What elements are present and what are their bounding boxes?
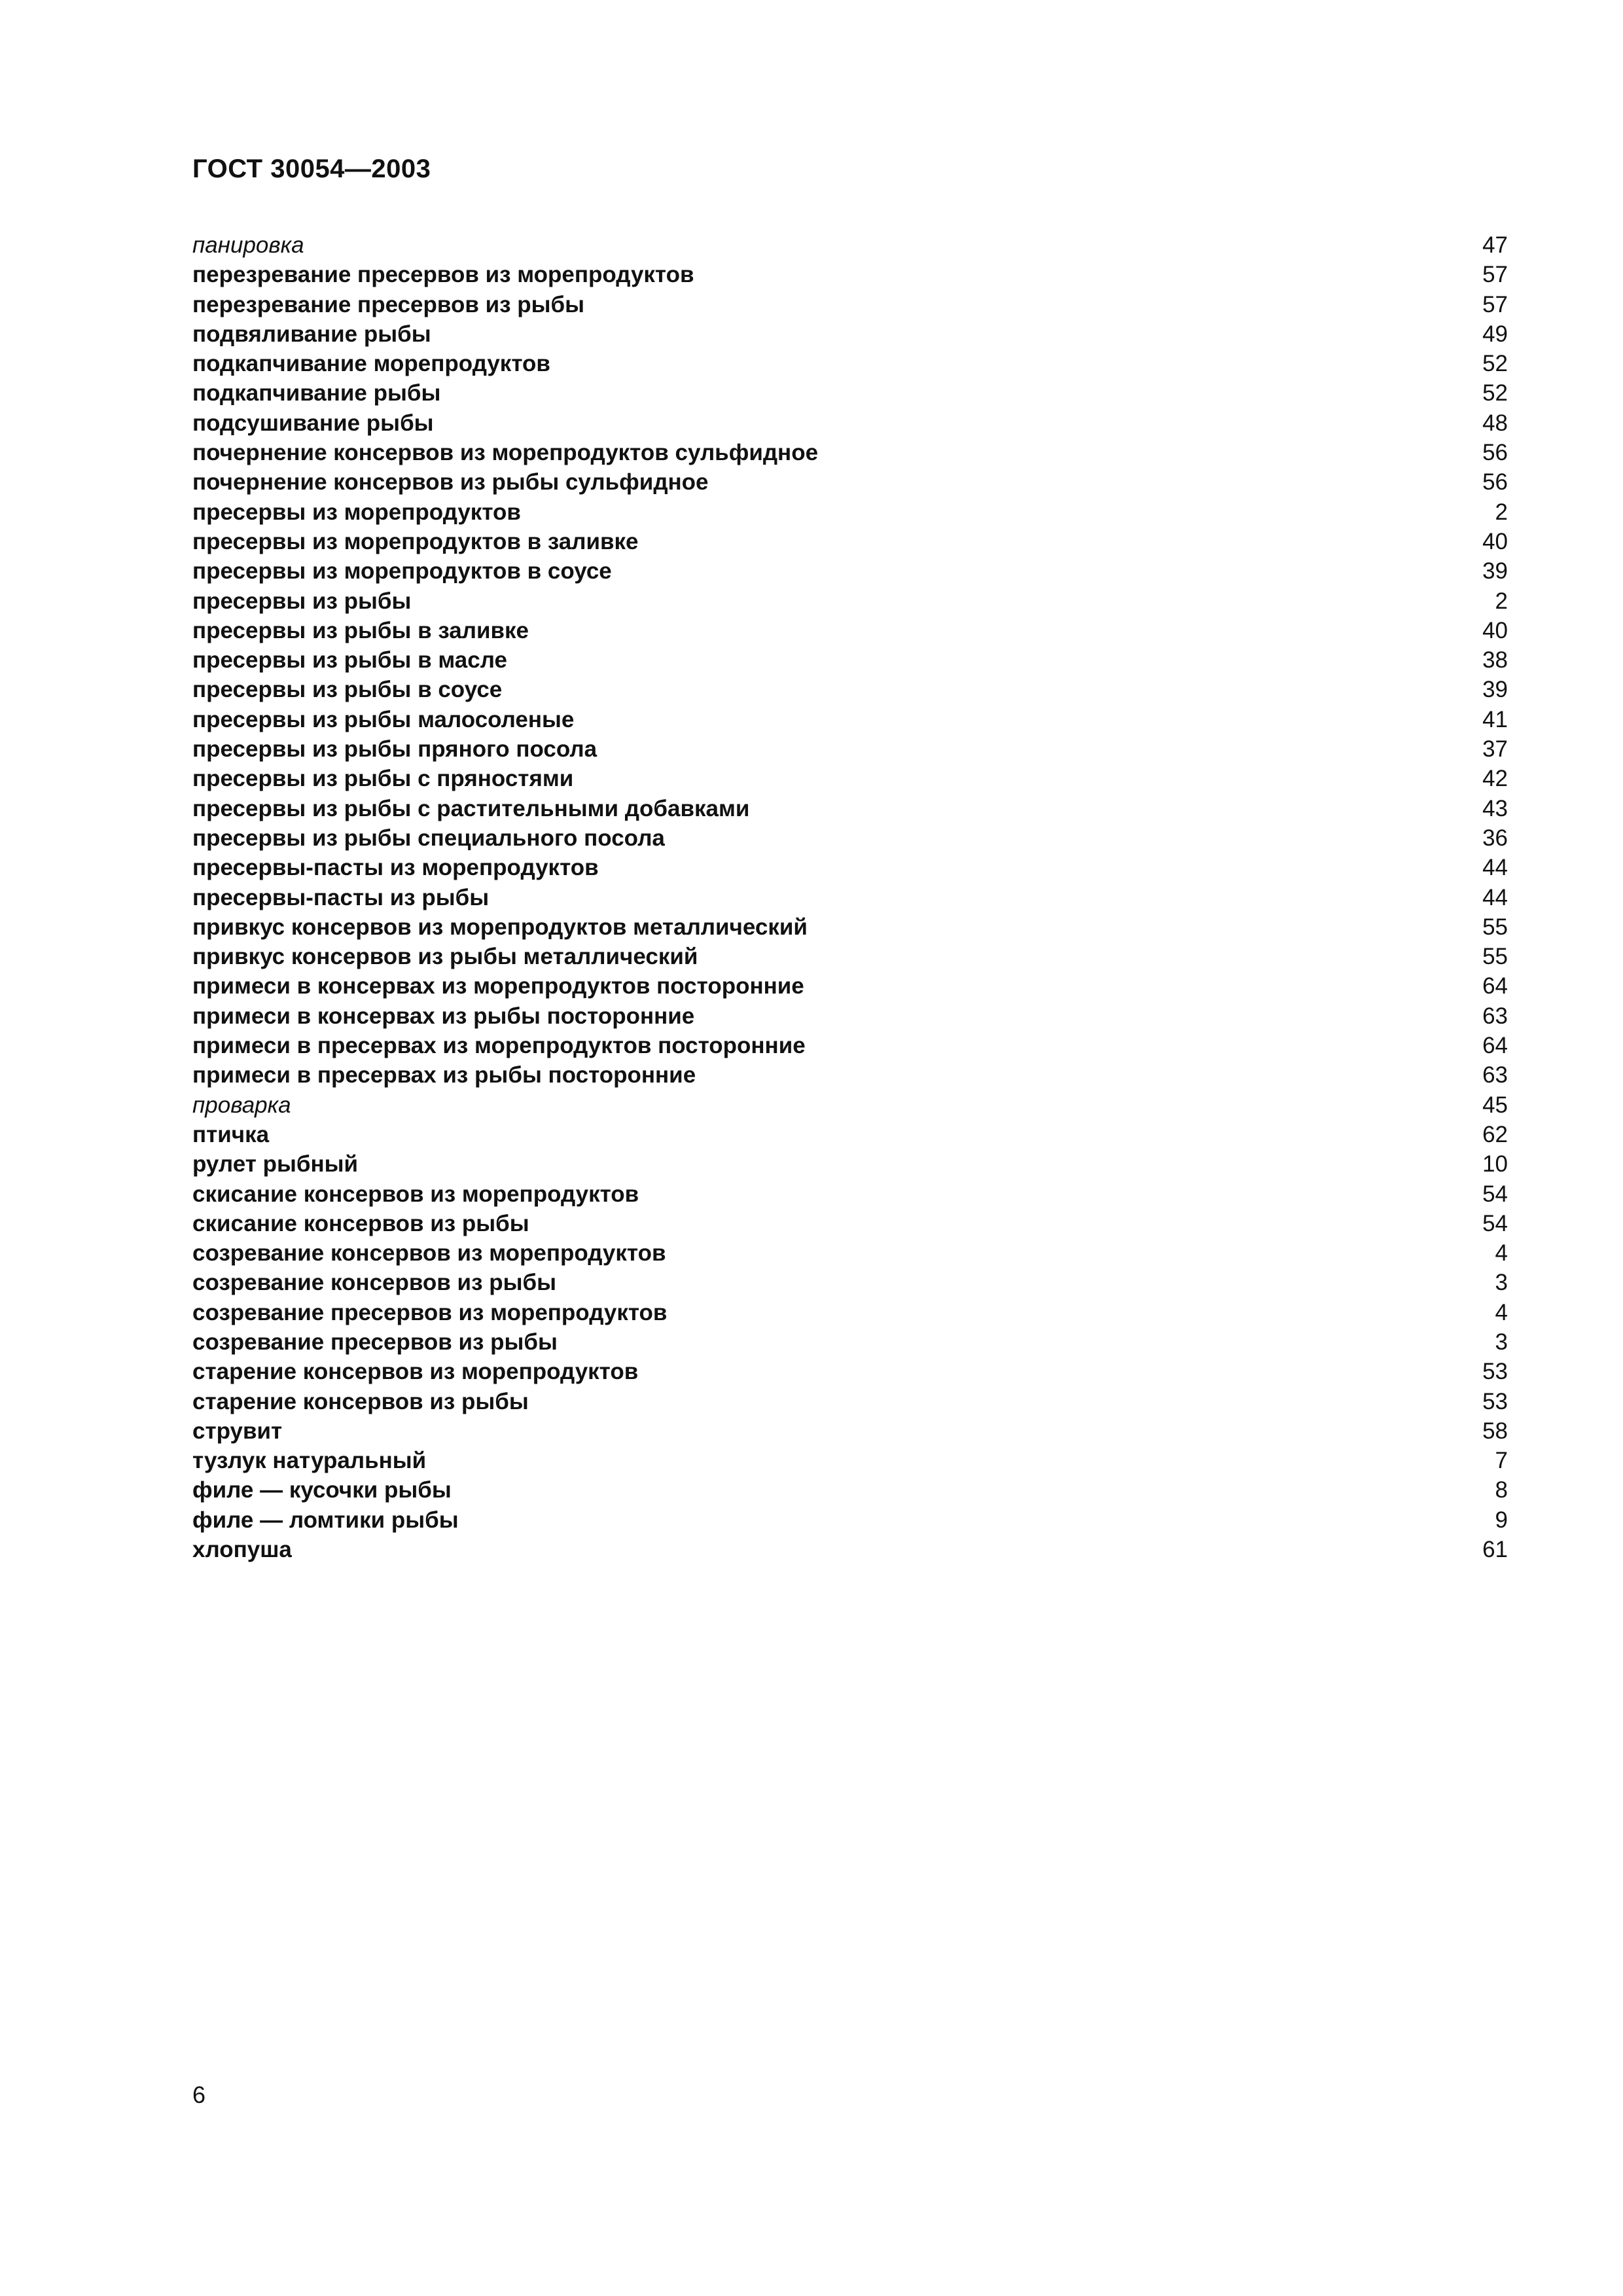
index-page-ref: 64 <box>1482 973 1508 999</box>
index-entry <box>192 497 1508 527</box>
index-page-ref: 57 <box>1482 262 1508 288</box>
index-page-ref: 55 <box>1482 914 1508 940</box>
index-page-ref: 45 <box>1482 1092 1508 1118</box>
index-page-ref: 53 <box>1482 1388 1508 1414</box>
index-page-ref: 40 <box>1482 617 1508 643</box>
index-page-ref: 39 <box>1482 677 1508 703</box>
index-entry <box>192 1001 1508 1031</box>
index-term: старение консервов из морепродуктов <box>192 1359 639 1385</box>
index-term: скисание консервов из рыбы <box>192 1210 529 1236</box>
index-page-ref: 48 <box>1482 410 1508 436</box>
index-entry <box>192 645 1508 675</box>
index-term: подвяливание рыбы <box>192 321 431 347</box>
index-page-ref: 41 <box>1482 706 1508 732</box>
index-page-ref: 2 <box>1495 588 1508 614</box>
index-page-ref: 57 <box>1482 291 1508 317</box>
index-entry <box>192 408 1508 438</box>
alphabetical-index <box>192 230 1508 1564</box>
index-term: пресервы из морепродуктов <box>192 499 521 525</box>
index-entry <box>192 1505 1508 1535</box>
index-page-ref: 43 <box>1482 795 1508 821</box>
index-page-ref: 9 <box>1495 1507 1508 1533</box>
index-page-ref: 49 <box>1482 321 1508 347</box>
index-term: созревание пресервов из рыбы <box>192 1329 558 1355</box>
index-term: пресервы из рыбы в масле <box>192 647 507 673</box>
index-entry <box>192 1327 1508 1357</box>
index-page-ref: 56 <box>1482 469 1508 495</box>
index-term: почернение консервов из морепродуктов сульфидное <box>192 440 819 466</box>
index-term: пресервы из морепродуктов в заливке <box>192 528 639 554</box>
index-page-ref: 42 <box>1482 766 1508 792</box>
index-page-ref: 7 <box>1495 1448 1508 1474</box>
index-term: проварка <box>192 1092 291 1118</box>
index-page-ref: 54 <box>1482 1181 1508 1207</box>
index-page-ref: 37 <box>1482 736 1508 762</box>
index-entry <box>192 1120 1508 1149</box>
index-page-ref: 56 <box>1482 440 1508 466</box>
index-page-ref: 38 <box>1482 647 1508 673</box>
index-entry <box>192 912 1508 942</box>
index-entry <box>192 1298 1508 1327</box>
index-page-ref: 61 <box>1482 1537 1508 1563</box>
index-page-ref: 3 <box>1495 1329 1508 1355</box>
index-entry <box>192 823 1508 853</box>
index-entry <box>192 378 1508 408</box>
index-entry <box>192 883 1508 912</box>
index-entry <box>192 260 1508 289</box>
index-term: пресервы из рыбы в соусе <box>192 677 503 703</box>
index-entry <box>192 971 1508 1001</box>
document-header: ГОСТ 30054—2003 <box>192 154 431 183</box>
index-page-ref: 44 <box>1482 855 1508 881</box>
index-term: подкапчивание морепродуктов <box>192 351 550 377</box>
index-term: пресервы-пасты из рыбы <box>192 884 490 910</box>
index-term: пресервы из рыбы в заливке <box>192 617 529 643</box>
index-term: привкус консервов из морепродуктов металлический <box>192 914 808 940</box>
index-page-ref: 39 <box>1482 558 1508 584</box>
index-page-ref: 64 <box>1482 1033 1508 1059</box>
index-term: струвит <box>192 1418 283 1444</box>
index-page-ref: 10 <box>1482 1151 1508 1177</box>
index-term: подкапчивание рыбы <box>192 380 441 406</box>
index-entry <box>192 556 1508 586</box>
index-entry <box>192 1535 1508 1564</box>
index-term: пресервы из рыбы пряного посола <box>192 736 597 762</box>
index-term: примеси в консервах из морепродуктов посторонние <box>192 973 804 999</box>
index-term: перезревание пресервов из рыбы <box>192 291 584 317</box>
index-entry <box>192 1357 1508 1386</box>
index-page-ref: 54 <box>1482 1210 1508 1236</box>
index-entry <box>192 1149 1508 1179</box>
index-entry <box>192 764 1508 793</box>
index-entry <box>192 853 1508 882</box>
index-entry <box>192 438 1508 467</box>
index-term: пресервы из рыбы с пряностями <box>192 766 574 792</box>
index-page-ref: 62 <box>1482 1121 1508 1147</box>
index-page-ref: 36 <box>1482 825 1508 851</box>
index-entry <box>192 1475 1508 1505</box>
index-entry <box>192 1090 1508 1120</box>
index-entry <box>192 527 1508 556</box>
index-term: филе — кусочки рыбы <box>192 1477 452 1503</box>
index-entry <box>192 290 1508 319</box>
index-term: подсушивание рыбы <box>192 410 434 436</box>
index-entry <box>192 616 1508 645</box>
index-entry <box>192 1031 1508 1060</box>
index-page-ref: 58 <box>1482 1418 1508 1444</box>
index-term: привкус консервов из рыбы металлический <box>192 944 698 970</box>
index-entry <box>192 1179 1508 1209</box>
index-term: филе — ломтики рыбы <box>192 1507 459 1533</box>
index-term: хлопуша <box>192 1537 292 1563</box>
index-entry <box>192 1209 1508 1238</box>
index-term: перезревание пресервов из морепродуктов <box>192 262 694 288</box>
index-term: панировка <box>192 232 304 258</box>
index-entry <box>192 1060 1508 1090</box>
index-page-ref: 52 <box>1482 380 1508 406</box>
index-page-ref: 55 <box>1482 944 1508 970</box>
index-page-ref: 44 <box>1482 884 1508 910</box>
index-entry <box>192 734 1508 764</box>
index-entry <box>192 1446 1508 1475</box>
index-page-ref: 4 <box>1495 1299 1508 1325</box>
index-entry <box>192 586 1508 616</box>
index-term: рулет рыбный <box>192 1151 358 1177</box>
index-term: пресервы из рыбы специального посола <box>192 825 665 851</box>
index-term: птичка <box>192 1121 270 1147</box>
index-page-ref: 53 <box>1482 1359 1508 1385</box>
index-term: тузлук натуральный <box>192 1448 427 1474</box>
index-page-ref: 3 <box>1495 1270 1508 1296</box>
index-term: примеси в консервах из рыбы посторонние <box>192 1003 695 1029</box>
index-term: пресервы из рыбы <box>192 588 412 614</box>
index-term: пресервы из рыбы малосоленые <box>192 706 575 732</box>
index-page-ref: 2 <box>1495 499 1508 525</box>
index-term: пресервы из морепродуктов в соусе <box>192 558 612 584</box>
index-entry <box>192 675 1508 704</box>
index-page-ref: 63 <box>1482 1003 1508 1029</box>
index-entry <box>192 794 1508 823</box>
index-term: примеси в пресервах из рыбы посторонние <box>192 1062 696 1088</box>
index-entry <box>192 349 1508 378</box>
index-term: скисание консервов из морепродуктов <box>192 1181 639 1207</box>
index-entry <box>192 230 1508 260</box>
index-entry <box>192 467 1508 497</box>
index-term: старение консервов из рыбы <box>192 1388 529 1414</box>
index-term: созревание пресервов из морепродуктов <box>192 1299 668 1325</box>
index-term: примеси в пресервах из морепродуктов посторонние <box>192 1033 806 1059</box>
index-entry <box>192 1238 1508 1268</box>
page-number: 6 <box>192 2081 206 2108</box>
index-page-ref: 8 <box>1495 1477 1508 1503</box>
index-page-ref: 47 <box>1482 232 1508 258</box>
index-term: пресервы из рыбы с растительными добавками <box>192 795 750 821</box>
index-term: созревание консервов из рыбы <box>192 1270 556 1296</box>
index-page-ref: 40 <box>1482 528 1508 554</box>
index-page-ref: 4 <box>1495 1240 1508 1266</box>
index-entry <box>192 942 1508 971</box>
index-page-ref: 52 <box>1482 351 1508 377</box>
index-term: созревание консервов из морепродуктов <box>192 1240 666 1266</box>
index-entry <box>192 319 1508 349</box>
index-entry <box>192 1416 1508 1446</box>
index-entry <box>192 705 1508 734</box>
index-entry <box>192 1387 1508 1416</box>
index-term: почернение консервов из рыбы сульфидное <box>192 469 709 495</box>
index-term: пресервы-пасты из морепродуктов <box>192 855 599 881</box>
index-page-ref: 63 <box>1482 1062 1508 1088</box>
index-entry <box>192 1268 1508 1297</box>
